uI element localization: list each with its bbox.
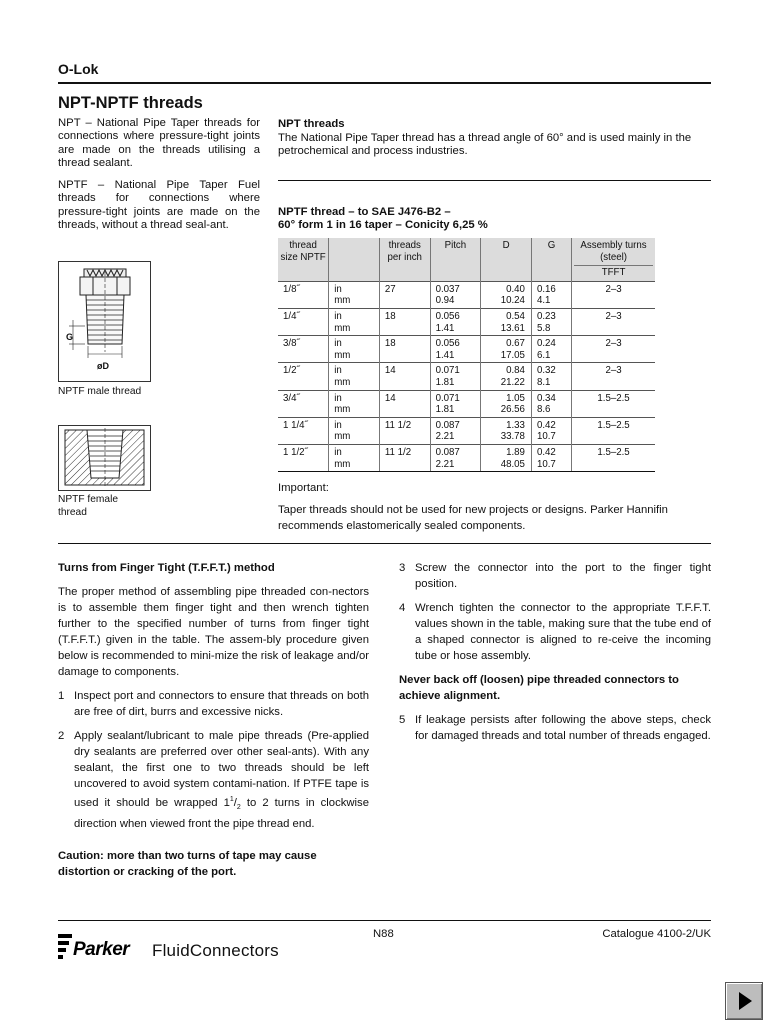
figure-label-g: G — [66, 332, 74, 342]
d-in: 0.40 — [506, 283, 525, 295]
g-mm: 8.6 — [536, 404, 551, 416]
pitch-mm: 0.94 — [435, 295, 455, 307]
cell-g — [531, 281, 571, 308]
pitch-mm: 1.81 — [435, 404, 455, 416]
cell-d — [481, 363, 532, 390]
step-text: Apply sealant/lubricant to male pipe threads (Pre-applied dry sealants are preferred over other seal-ants). With any sealant, the first one to two threads should be left uncovered to avoid system contami-nation. If PTFE tape is used it should be wrapped $1^1/_2$ to 2 turns in clockwise direction when viewed front the pipe thread end. — [74, 730, 369, 831]
unit-in: in — [334, 283, 342, 295]
unit-in: in — [334, 446, 342, 458]
female-thread-drawing — [59, 426, 150, 490]
cell-size: 1/2˝ — [278, 363, 329, 390]
unit-in: in — [334, 365, 342, 377]
cell-pitch — [430, 444, 481, 471]
cell-size: 3/8˝ — [278, 336, 329, 363]
table-row — [278, 363, 655, 390]
cell-tpi: 11 1/2 — [379, 444, 430, 471]
g-in: 0.32 — [536, 365, 556, 377]
g-mm: 8.1 — [536, 376, 551, 388]
cell-d — [481, 444, 532, 471]
parker-logo-mark — [58, 932, 150, 962]
pitch-in: 0.071 — [435, 365, 460, 377]
pitch-in: 0.087 — [435, 419, 460, 431]
cell-size: 1 1/2˝ — [278, 444, 329, 471]
step-text: If leakage persists after following the above steps, check for damaged threads and total number of threads engaged. — [415, 714, 711, 742]
body-rule — [58, 543, 711, 544]
cell-tpi: 14 — [379, 390, 430, 417]
brand-label: O-Lok — [58, 61, 99, 77]
cell-tfft: 2–3 — [572, 363, 655, 390]
nptf-female-thread-figure — [58, 425, 151, 491]
step-text-b: to 2 turns in clockwise direction when viewed front the pipe thread end. — [74, 796, 369, 831]
cell-d — [481, 308, 532, 335]
step-number: 2 — [58, 730, 65, 742]
figure-label-od: øD — [97, 361, 109, 371]
table-row — [278, 390, 655, 417]
cell-pitch — [430, 390, 481, 417]
d-in: 0.84 — [506, 365, 525, 377]
d-in: 1.33 — [506, 419, 525, 431]
cell-tfft: 1.5–2.5 — [572, 444, 655, 471]
npt-definition: NPT – National Pipe Taper threads for connections where pressure-tight joints are made on the threads utilising a thread sealant. — [58, 117, 260, 170]
cell-pitch — [430, 363, 481, 390]
catalogue-number: Catalogue 4100-2/UK — [602, 928, 711, 940]
cell-tpi: 14 — [379, 363, 430, 390]
never-back-off-note: Never back off (loosen) pipe threaded connectors to achieve alignment. — [399, 674, 679, 702]
fraction-numerator: 1 — [229, 796, 234, 803]
cell-d — [481, 417, 532, 444]
header-thread-size: thread size NPTF — [278, 238, 329, 281]
fraction-denominator: 2 — [236, 804, 241, 812]
cell-pitch — [430, 336, 481, 363]
d-mm: 21.22 — [500, 376, 525, 388]
step-1 — [58, 688, 369, 720]
cell-tpi: 18 — [379, 336, 430, 363]
cell-pitch — [430, 281, 481, 308]
page-number: N88 — [373, 928, 394, 940]
header-unit — [329, 238, 380, 281]
pitch-in: 0.056 — [435, 338, 460, 350]
important-text: Taper threads should not be used for new projects or designs. Parker Hannifin recommends elastomerically sealed components. — [278, 504, 668, 532]
cell-size: 3/4˝ — [278, 390, 329, 417]
step-number: 1 — [58, 690, 65, 702]
unit-mm: mm — [334, 322, 351, 334]
step-2 — [58, 728, 369, 832]
footer-rule — [58, 920, 711, 921]
g-mm: 10.7 — [536, 458, 556, 470]
pitch-in: 0.071 — [435, 392, 460, 404]
g-in: 0.42 — [536, 446, 556, 458]
caution-note: Caution: more than two turns of tape may cause distortion or cracking of the port. — [58, 850, 317, 878]
female-thread-caption: NPTF female thread — [58, 494, 119, 518]
g-in: 0.34 — [536, 392, 556, 404]
next-page-icon — [726, 983, 762, 1019]
cell-tfft: 2–3 — [572, 308, 655, 335]
cell-d — [481, 390, 532, 417]
table-row — [278, 444, 655, 471]
g-mm: 10.7 — [536, 431, 556, 443]
page-title: NPT-NPTF threads — [58, 94, 203, 112]
cell-unit — [329, 390, 380, 417]
table-row — [278, 417, 655, 444]
nptf-table-heading-2: 60° form 1 in 16 taper – Conicity 6,25 % — [278, 219, 488, 231]
d-mm: 33.78 — [500, 431, 525, 443]
header-rule — [58, 82, 711, 84]
unit-mm: mm — [334, 295, 351, 307]
cell-d — [481, 336, 532, 363]
g-in: 0.16 — [536, 283, 556, 295]
unit-in: in — [334, 338, 342, 350]
header-tfft: TFFT — [574, 265, 653, 279]
next-page-button[interactable] — [725, 982, 763, 1020]
cell-tpi: 11 1/2 — [379, 417, 430, 444]
header-assembly-turns-label: Assembly turns (steel) — [580, 240, 647, 263]
d-mm: 26.56 — [500, 404, 525, 416]
d-in: 1.89 — [506, 446, 525, 458]
division-name: FluidConnectors — [152, 941, 279, 960]
cell-size: 1/4˝ — [278, 308, 329, 335]
npt-heading: NPT threads — [278, 118, 345, 130]
cell-g — [531, 444, 571, 471]
parker-logo — [58, 932, 150, 967]
unit-in: in — [334, 392, 342, 404]
unit-in: in — [334, 310, 342, 322]
important-label: Important: — [278, 482, 329, 494]
cell-unit — [329, 417, 380, 444]
cell-g — [531, 417, 571, 444]
pitch-mm: 1.81 — [435, 376, 455, 388]
cell-tpi: 18 — [379, 308, 430, 335]
unit-mm: mm — [334, 458, 351, 470]
cell-unit — [329, 336, 380, 363]
pitch-in: 0.056 — [435, 310, 460, 322]
step-text: Inspect port and connectors to ensure that threads on both are free of dirt, burrs and excessive nicks. — [74, 690, 369, 718]
section-rule — [278, 180, 711, 181]
g-in: 0.24 — [536, 338, 556, 350]
cell-unit — [329, 444, 380, 471]
parker-logo-text: Parker — [73, 939, 130, 960]
pitch-mm: 2.21 — [435, 431, 455, 443]
unit-mm: mm — [334, 349, 351, 361]
step-number: 3 — [399, 562, 406, 574]
d-mm: 17.05 — [500, 349, 525, 361]
cell-d — [481, 281, 532, 308]
table-row — [278, 308, 655, 335]
nptf-definition: NPTF – National Pipe Taper Fuel threads for connections where pressure-tight joints are made on the threads, without a thread seal-ant. — [58, 179, 260, 232]
step-text: Wrench tighten the connector to the appropriate T.F.F.T. values shown in the table, making sure that the tube end of a shaped connector is aligned to re-ceive the incoming tube or hose assembly. — [415, 602, 711, 662]
cell-size: 1 1/4˝ — [278, 417, 329, 444]
table-header-row — [278, 238, 655, 281]
header-pitch: Pitch — [430, 238, 481, 281]
g-in: 0.42 — [536, 419, 556, 431]
g-mm: 4.1 — [536, 295, 551, 307]
cell-g — [531, 336, 571, 363]
step-3 — [399, 560, 711, 592]
tfft-heading: Turns from Finger Tight (T.F.F.T.) method — [58, 562, 275, 574]
step-number: 5 — [399, 714, 406, 726]
cell-g — [531, 390, 571, 417]
cell-pitch — [430, 417, 481, 444]
cell-tfft: 1.5–2.5 — [572, 390, 655, 417]
cell-unit — [329, 281, 380, 308]
header-threads-per-inch: threads per inch — [379, 238, 430, 281]
g-mm: 5.8 — [536, 322, 551, 334]
pitch-in: 0.037 — [435, 283, 460, 295]
male-thread-caption: NPTF male thread — [58, 386, 142, 397]
g-mm: 6.1 — [536, 349, 551, 361]
unit-mm: mm — [334, 404, 351, 416]
cell-tfft: 2–3 — [572, 336, 655, 363]
header-g: G — [531, 238, 571, 281]
nptf-male-thread-figure — [58, 261, 151, 382]
cell-tfft: 2–3 — [572, 281, 655, 308]
pitch-mm: 2.21 — [435, 458, 455, 470]
cell-size: 1/8˝ — [278, 281, 329, 308]
pitch-in: 0.087 — [435, 446, 460, 458]
g-in: 0.23 — [536, 310, 556, 322]
cell-tpi: 27 — [379, 281, 430, 308]
cell-pitch — [430, 308, 481, 335]
cell-g — [531, 363, 571, 390]
unit-mm: mm — [334, 376, 351, 388]
cell-unit — [329, 363, 380, 390]
table-row — [278, 281, 655, 308]
d-in: 1.05 — [506, 392, 525, 404]
d-mm: 48.05 — [500, 458, 525, 470]
npt-description: The National Pipe Taper thread has a thread angle of 60° and is used mainly in the petrochemical and process industries. — [278, 132, 692, 158]
header-d: D — [481, 238, 532, 281]
cell-unit — [329, 308, 380, 335]
d-mm: 13.61 — [500, 322, 525, 334]
unit-in: in — [334, 419, 342, 431]
d-mm: 10.24 — [500, 295, 525, 307]
step-4 — [399, 600, 711, 664]
unit-mm: mm — [334, 431, 351, 443]
step-number: 4 — [399, 602, 406, 614]
nptf-table-heading-1: NPTF thread – to SAE J476-B2 – — [278, 206, 451, 218]
step-text: Screw the connector into the port to the finger tight position. — [415, 562, 711, 590]
pitch-mm: 1.41 — [435, 349, 455, 361]
pitch-mm: 1.41 — [435, 322, 455, 334]
header-assembly-turns — [572, 238, 655, 281]
table-row — [278, 336, 655, 363]
cell-g — [531, 308, 571, 335]
step-5 — [399, 712, 711, 744]
step-text-a: Apply sealant/lubricant to male pipe threads (Pre-applied dry sealants are preferred over other seal-ants). With any sealant, the first one to two threads should be left uncovered to avoid system contami-nation. If PTFE tape is used it should be wrapped — [74, 730, 369, 809]
d-in: 0.54 — [506, 310, 525, 322]
cell-tfft: 1.5–2.5 — [572, 417, 655, 444]
nptf-thread-table — [278, 238, 655, 472]
fraction-whole: 1 — [223, 796, 230, 809]
tfft-intro: The proper method of assembling pipe threaded con-nectors is to assemble them finger tight and then wrench tighten further to the specified number of turns from finger tight (T.F.F.T.) given in the table. The assem-bly procedure given below is recommended to mini-mize the risk of leakage and/or damage to components. — [58, 586, 369, 678]
d-in: 0.67 — [506, 338, 525, 350]
